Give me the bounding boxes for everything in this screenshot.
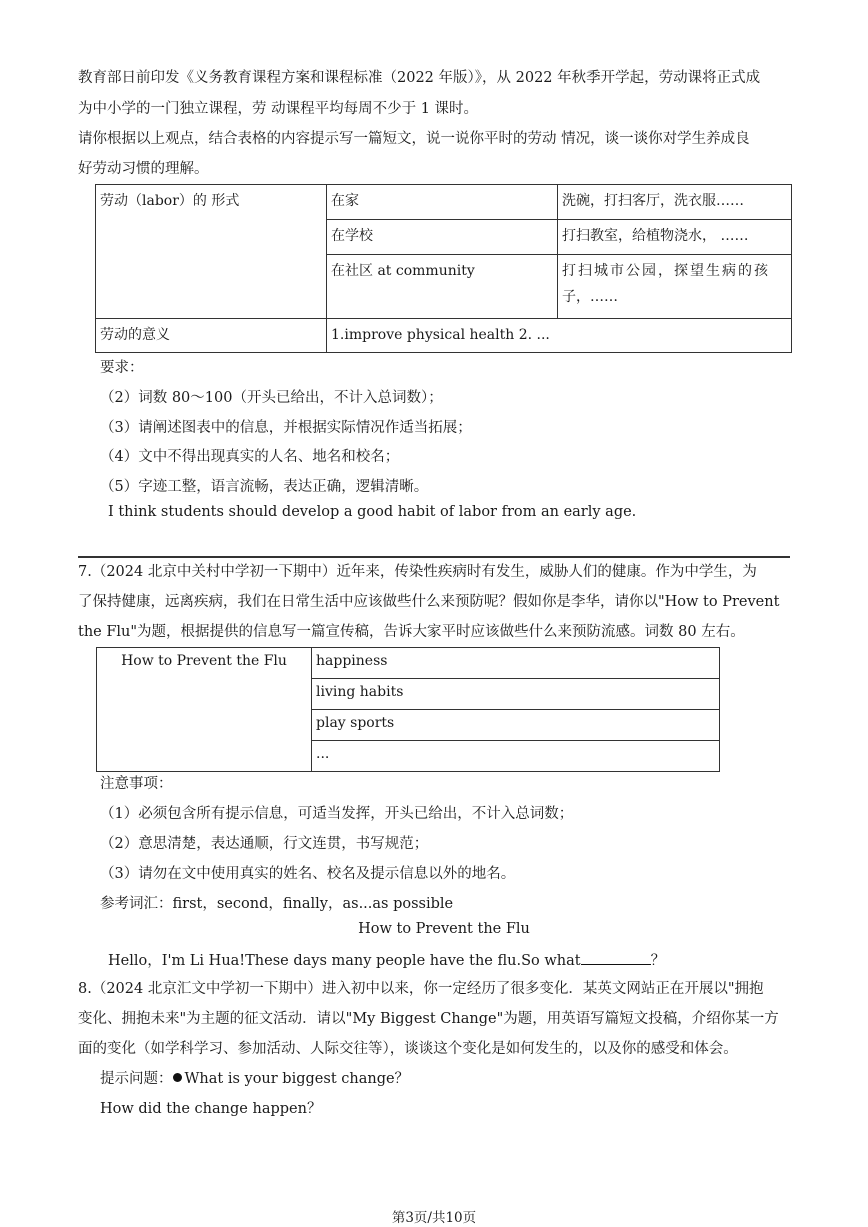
intro-line-3: 请你根据以上观点，结合表格的内容提示写一篇短文，说一说你平时的劳动 情况，谈一谈你对学生养成良 <box>78 131 750 147</box>
labor-place-school: 在学校 <box>327 220 558 255</box>
page-number: 第3页/共10页 <box>391 1210 477 1226</box>
q7-essay-title: How to Prevent the Flu <box>358 921 530 937</box>
labor-place-community: 在社区 at community <box>327 255 558 319</box>
q7-note-1: （1）必须包含所有提示信息，可适当发挥，开头已给出，不计入总词数； <box>100 806 574 822</box>
labor-examples-community-line2: 子，…… <box>562 289 618 305</box>
q7-line-2: 了保持健康，远离疾病，我们在日常生活中应该做些什么来预防呢？假如你是李华，请你以"How to Prevent <box>78 594 780 610</box>
q8-line-3: 面的变化（如学科学习、参加活动、人际交往等），谈谈这个变化是如何发生的，以及你的感受和体会。 <box>78 1041 738 1057</box>
q8-line-2: 变化、拥抱未来"为主题的征文活动．请以"My Biggest Change"为题，用英语写篇短文投稿，介绍你某一方 <box>78 1011 779 1027</box>
flu-item-play-sports: play sports <box>312 710 720 741</box>
section-divider <box>78 556 790 558</box>
q7-line-3: the Flu"为题，根据提供的信息写一篇宣传稿，告诉大家平时应该做些什么来预防流感。词数 80 左右。 <box>78 624 745 640</box>
essay-opening-sentence: I think students should develop a good habit of labor from an early age. <box>108 504 637 520</box>
labor-examples-home: 洗碗，打扫客厅，洗衣服…… <box>558 185 792 220</box>
labor-examples-school: 打扫教室，给植物浇水， …… <box>558 220 792 255</box>
flu-item-living-habits: living habits <box>312 679 720 710</box>
q8-prompt-label: 提示问题： <box>100 1071 173 1087</box>
q7-essay-end: ？ <box>650 953 666 969</box>
flu-item-more: ... <box>312 741 720 772</box>
flu-table <box>96 647 720 772</box>
requirements-title: 要求： <box>100 360 144 376</box>
q7-essay-start-text: Hello，I'm Li Hua!These days many people have the flu.So what <box>108 953 581 969</box>
labor-form-label: 劳动（labor）的 形式 <box>96 185 327 319</box>
flu-item-happiness: happiness <box>312 648 720 679</box>
q7-note-3: （3）请勿在文中使用真实的姓名、校名及提示信息以外的地名。 <box>100 866 516 882</box>
q8-prompt-2: How did the change happen？ <box>100 1101 322 1117</box>
labor-place-home: 在家 <box>327 185 558 220</box>
requirement-2: （2）词数 80～100（开头已给出，不计入总词数）； <box>100 390 443 406</box>
q7-answer-blank <box>581 950 651 965</box>
bullet-icon <box>173 1073 182 1082</box>
q8-prompt-1: What is your biggest change？ <box>184 1071 410 1087</box>
q7-notes-title: 注意事项： <box>100 776 173 792</box>
q8-line-1: 8.（2024 北京汇文中学初一下期中）进入初中以来，你一定经历了很多变化．某英文网站正在开展以"拥抱 <box>78 981 764 997</box>
q7-essay-start <box>108 949 665 970</box>
labor-meaning-label: 劳动的意义 <box>96 319 327 353</box>
intro-line-2: 为中小学的一门独立课程，劳 动课程平均每周不少于 1 课时。 <box>78 101 479 117</box>
intro-line-1: 教育部日前印发《义务教育课程方案和课程标准（2022 年版）》，从 2022 年秋季开学起，劳动课将正式成 <box>78 70 761 86</box>
labor-examples-community <box>558 255 792 319</box>
requirement-4: （4）文中不得出现真实的人名、地名和校名； <box>100 449 400 465</box>
labor-meaning-value: 1.improve physical health 2. ... <box>327 319 792 353</box>
intro-line-4: 好劳动习惯的理解。 <box>78 161 209 177</box>
q7-line-1: 7.（2024 北京中关村中学初一下期中）近年来，传染性疾病时有发生，威胁人们的健康。作为中学生，为 <box>78 564 757 580</box>
q7-note-2: （2）意思清楚，表达通顺，行文连贯，书写规范； <box>100 836 429 852</box>
labor-table <box>95 184 792 353</box>
flu-table-title: How to Prevent the Flu <box>97 648 312 772</box>
requirement-3: （3）请阐述图表中的信息，并根据实际情况作适当拓展； <box>100 420 472 436</box>
labor-examples-community-line1: 打扫城市公园，探望生病的孩 <box>562 263 770 279</box>
q8-prompt <box>100 1067 409 1088</box>
requirement-5: （5）字迹工整，语言流畅，表达正确，逻辑清晰。 <box>100 479 429 495</box>
q7-vocab: 参考词汇：first，second，finally，as...as possible <box>100 896 454 912</box>
